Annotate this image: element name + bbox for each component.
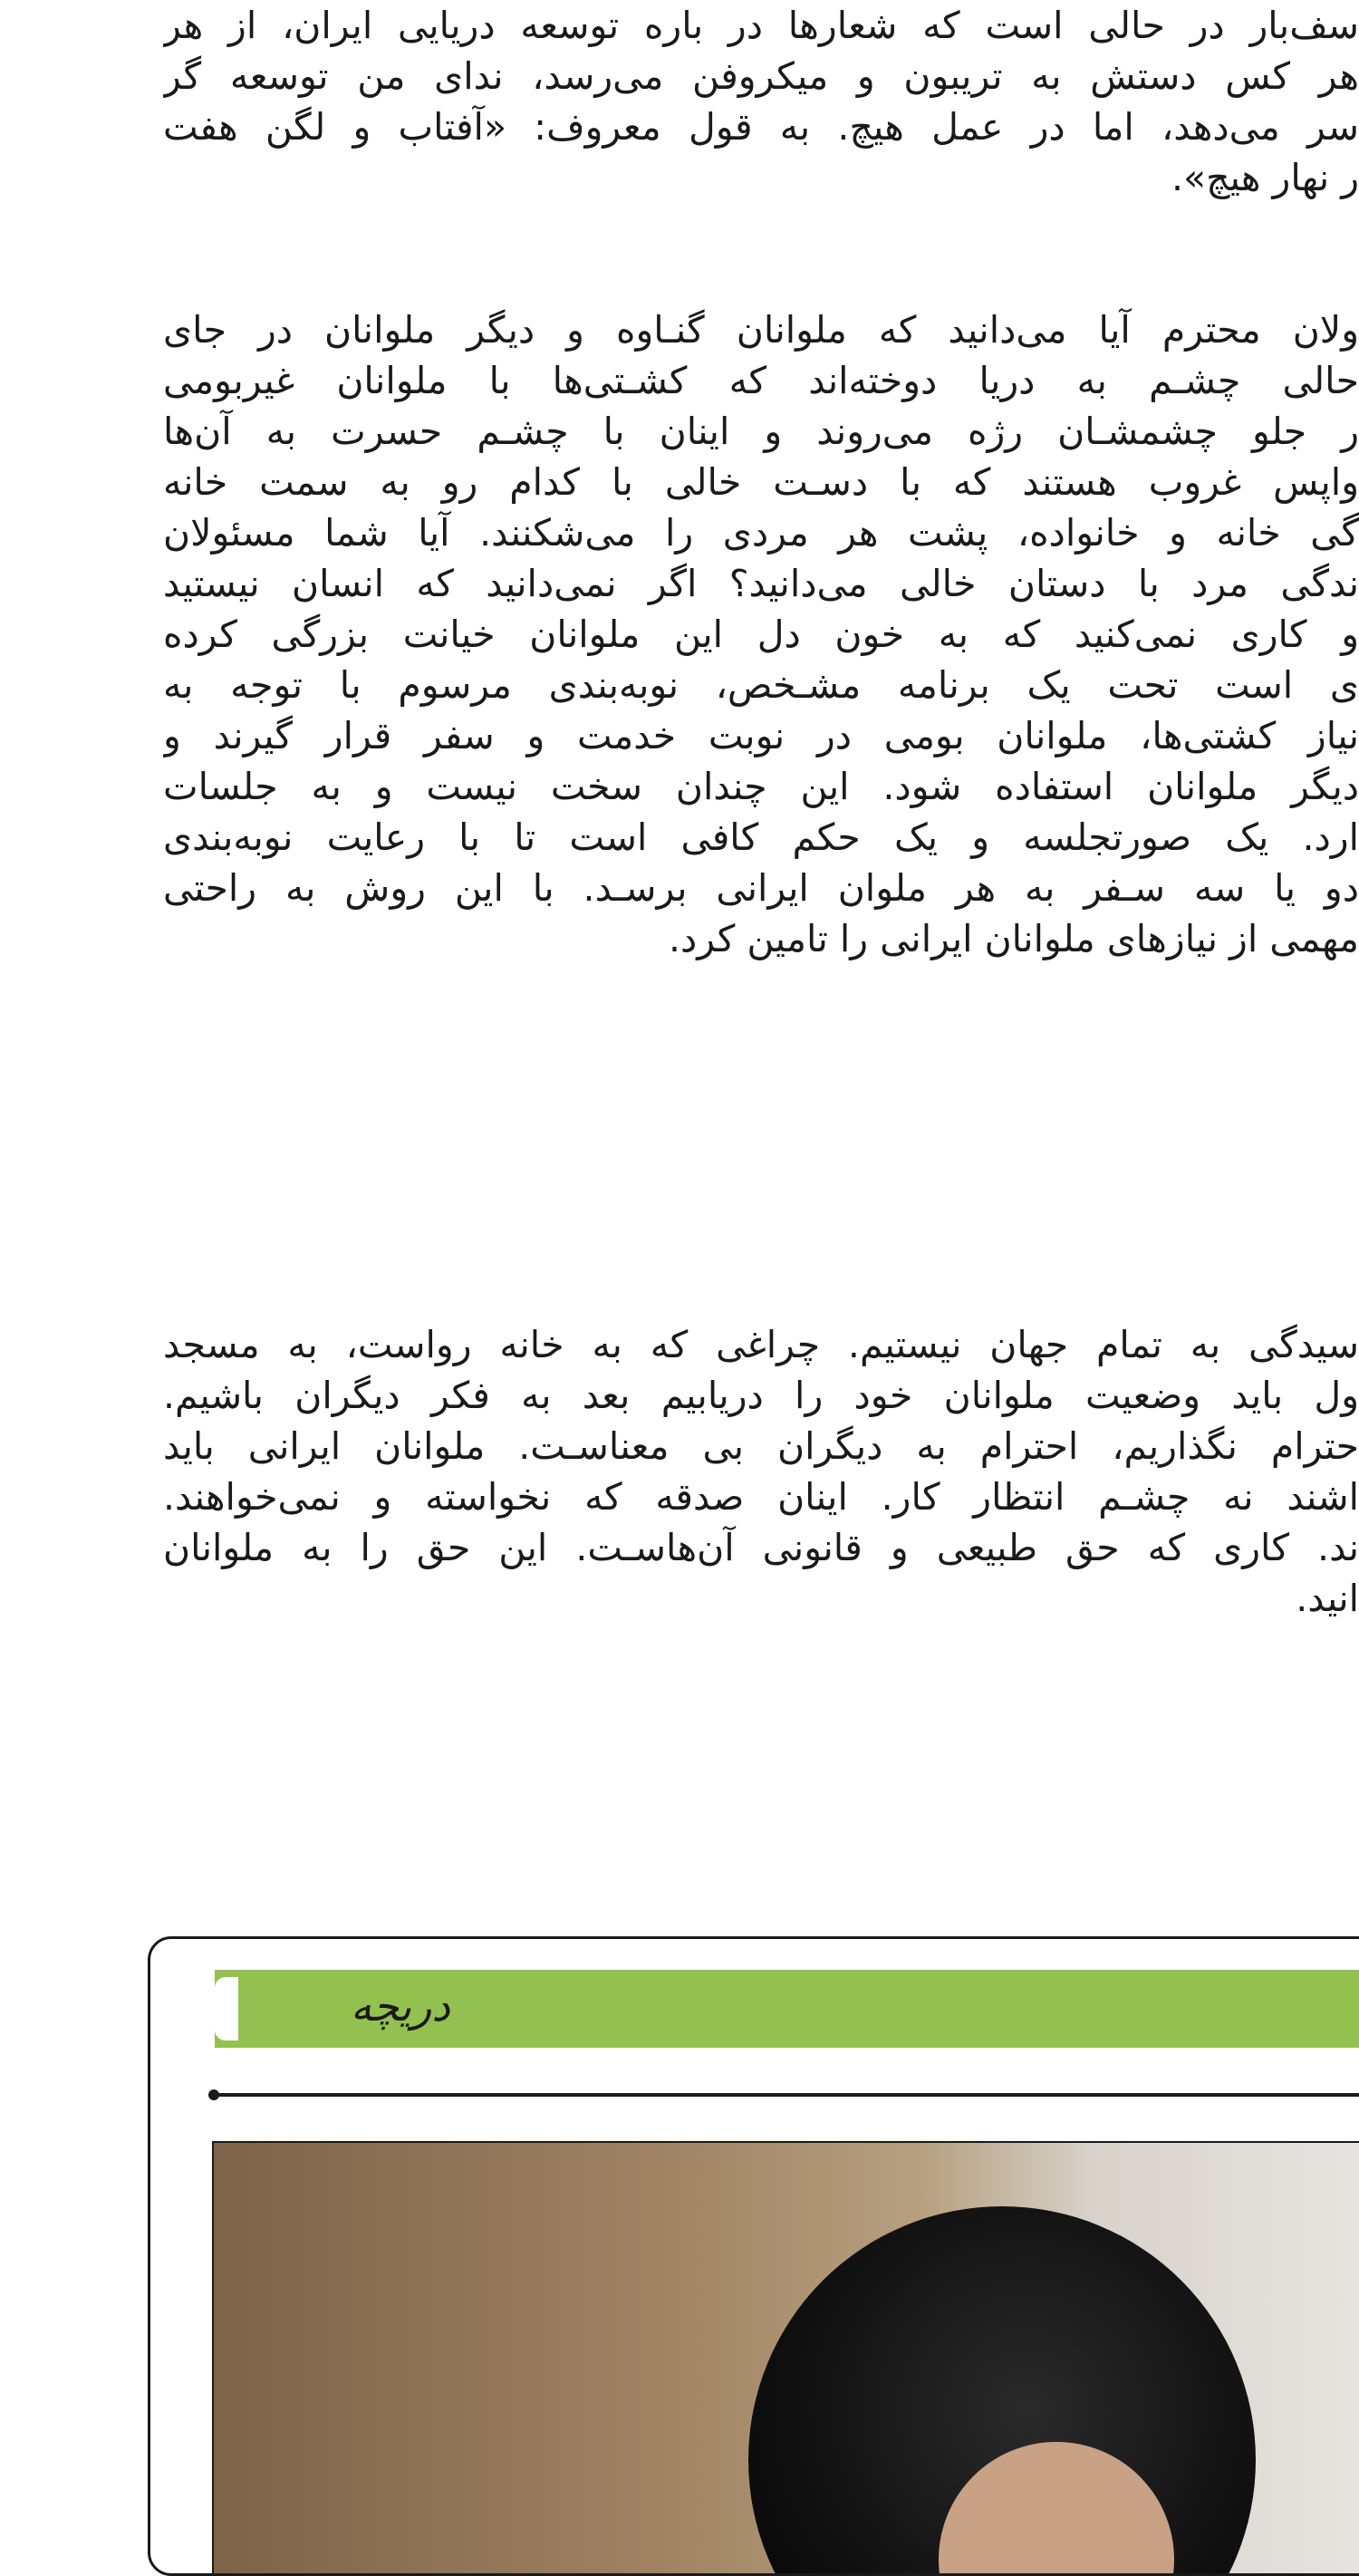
box-divider bbox=[212, 2093, 1359, 2097]
text-line: حالی چشـم به دریا دوخته‌اند که کشـتی‌ها با ملوانان غیربومی bbox=[163, 359, 1359, 402]
box-header-bar bbox=[215, 1970, 1359, 2048]
text-line: هر کس دستش به تریبون و میکروفن می‌رسد، ندای من توسعه گر bbox=[163, 54, 1359, 98]
text-line: ولان محترم آیا می‌دانید که ملوانان گنـاوه و دیگر ملوانان در جای bbox=[163, 308, 1359, 352]
text-line: سف‌بار در حالی است که شعارها در باره توسعه دریایی ایران، از هر bbox=[163, 4, 1359, 47]
text-line: ر جلو چشمشـان رژه می‌روند و اینان با چشـم حسرت به آن‌ها bbox=[163, 410, 1359, 453]
paragraph-1 bbox=[163, 0, 1359, 203]
box-header-tab bbox=[215, 1977, 241, 2041]
paragraph-3 bbox=[163, 1319, 1359, 1624]
text-line: ندگی مرد با دستان خالی می‌دانید؟ اگر نمی‌دانید که انسان نیستید bbox=[163, 562, 1359, 605]
text-line: ول باید وضعیت ملوانان خود را دریابیم بعد به فکر دیگران باشیم. bbox=[163, 1374, 1359, 1417]
divider-dot bbox=[208, 2089, 219, 2100]
portrait-photo bbox=[212, 2141, 1359, 2576]
text-line: ر نهار هیچ». bbox=[1171, 156, 1359, 199]
text-line: ند. کاری که حق طبیعی و قانونی آن‌هاسـت. این حق را به ملوانان bbox=[163, 1526, 1359, 1569]
box-title: دریچه bbox=[351, 1982, 450, 2031]
sidebar-box bbox=[148, 1936, 1359, 2576]
text-line: اشند نه چشـم انتظار کار. اینان صدقه که نخواسته و نمی‌خواهند. bbox=[163, 1475, 1359, 1519]
text-line: واپس غروب هستند که با دسـت خالی با کدام رو به سمت خانه bbox=[163, 460, 1359, 504]
text-line: سیدگی به تمام جهان نیستیم. چراغی که به خانه رواست، به مسجد bbox=[163, 1323, 1359, 1366]
text-line: ارد. یک صورتجلسه و یک حکم کافی است تا با رعایت نوبه‌بندی bbox=[163, 815, 1359, 859]
text-line: ی است تحت یک برنامه مشـخص، نوبه‌بندی مرسوم با توجه به bbox=[163, 663, 1359, 707]
text-line: و کاری نمی‌کنید که به خون دل این ملوانان خیانت بزرگی کرده bbox=[163, 613, 1359, 656]
text-line: گی خانه و خانواده، پشت هر مردی را می‌شکنند. آیا شما مسئولان bbox=[163, 511, 1359, 555]
text-line: نیاز کشتی‌ها، ملوانان بومی در نوبت خدمت و سفر قرار گیرند و bbox=[163, 714, 1359, 757]
text-line: انید. bbox=[1296, 1577, 1359, 1620]
text-line: سر می‌دهد، اما در عمل هیچ. به قول معروف: «آفتاب و لگن هفت bbox=[163, 105, 1359, 149]
text-line: مهمی از نیازهای ملوانان ایرانی را تامین کرد. bbox=[668, 917, 1359, 960]
text-line: حترام نگذاریم، احترام به دیگران بی معناسـت. ملوانان ایرانی باید bbox=[163, 1424, 1359, 1468]
text-line: دو یا سه سـفر به هر ملوان ایرانی برسـد. با این روش به راحتی bbox=[163, 866, 1359, 910]
text-line: دیگر ملوانان استفاده شود. این چندان سخت نیست و به جلسات bbox=[163, 765, 1359, 808]
paragraph-2 bbox=[163, 304, 1359, 964]
